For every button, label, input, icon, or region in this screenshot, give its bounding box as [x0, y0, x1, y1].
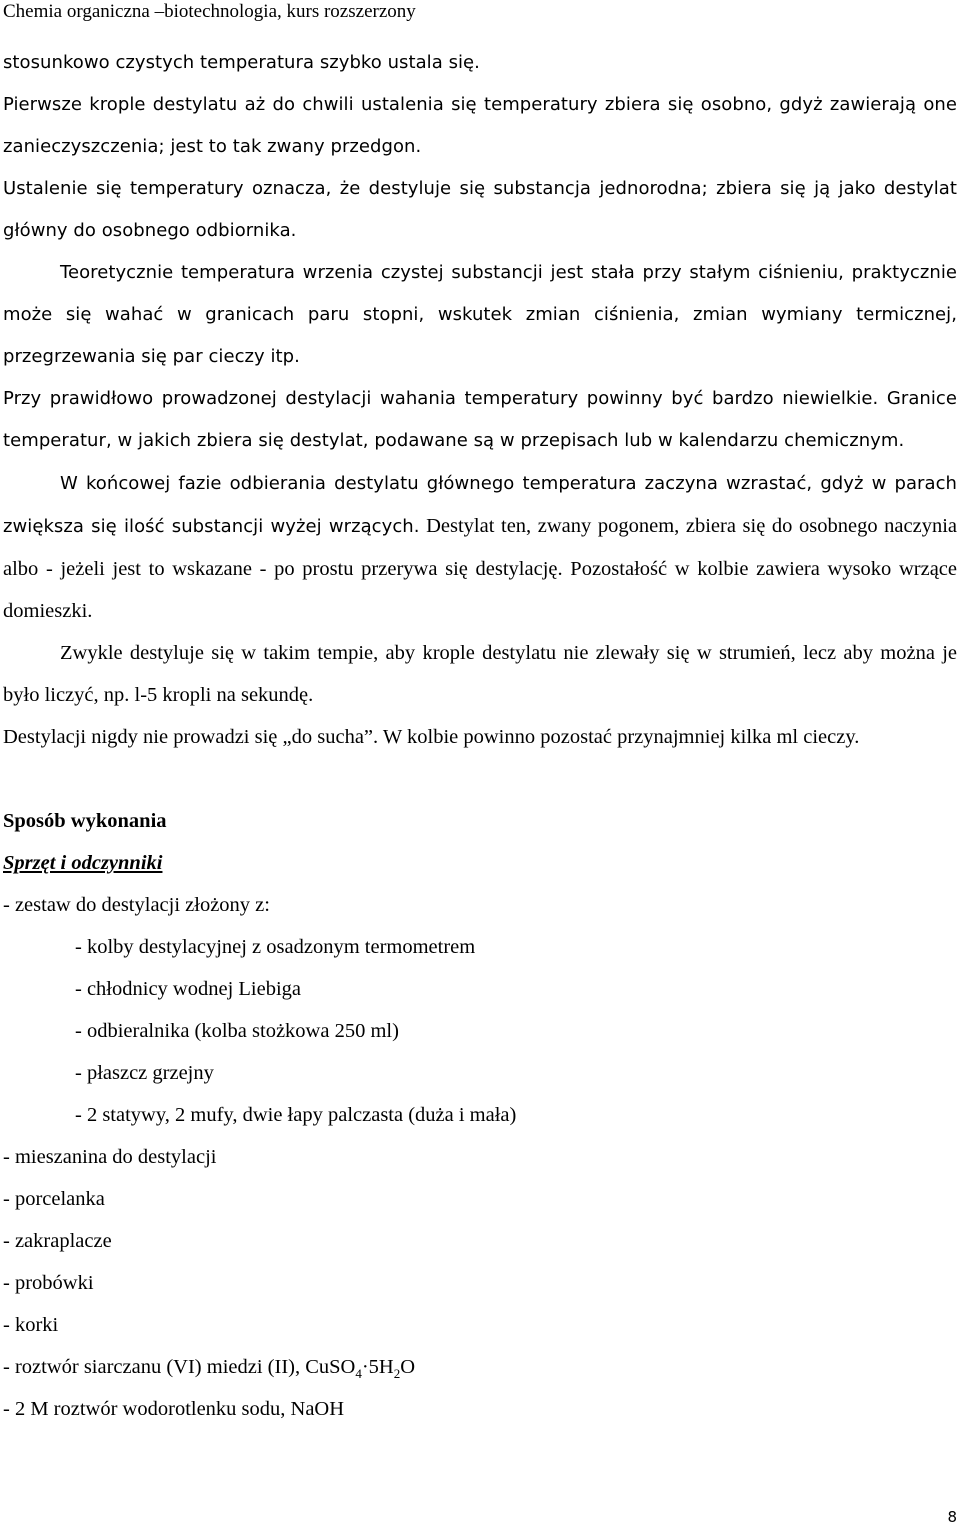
paragraph-przedgon: Pierwsze krople destylatu aż do chwili ustalenia się temperatury zbiera się osobno, gdyż zawierają one zanieczyszczenia; jest to tak zwany przedgon.	[3, 94, 957, 157]
page-header: Chemia organiczna –biotechnologia, kurs rozszerzony	[3, 1, 416, 22]
list-subitem: - chłodnicy wodnej Liebiga	[75, 978, 302, 1000]
final-phase-sentence-3: Pozostałość w kolbie zawiera wysoko wrzące domieszki.	[3, 558, 957, 622]
list-subitem: - odbieralnika (kolba stożkowa 250 ml)	[75, 1020, 399, 1042]
paragraph-not-to-dryness: Destylacji nigdy nie prowadzi się „do sucha”. W kolbie powinno pozostać przynajmniej kilka ml cieczy.	[3, 726, 860, 748]
final-phase-sentence-1: W końcowej fazie odbierania destylatu głównego temperatura zaczyna wzrastać, gdyż w parach zwiększa się ilość substancji wyżej wrzących.	[3, 473, 957, 537]
paragraph-final-phase	[3, 462, 957, 632]
paragraph-boiling-point: Teoretycznie temperatura wrzenia czystej substancji jest stała przy stałym ciśnieniu, praktycznie może się wahać w granicach paru stopni, wskutek zmian ciśnienia, zmian wymiany termicznej, przegrzewania się par cieczy itp.	[3, 262, 957, 367]
list-item: - zakraplacze	[3, 1230, 112, 1252]
equipment-list	[3, 884, 957, 1430]
paragraph-distillation-rate: Zwykle destyluje się w takim tempie, aby krople destylatu nie zlewały się w strumień, lecz aby można je było liczyć, np. l-5 kropli na sekundę.	[3, 642, 957, 706]
list-item: - porcelanka	[3, 1188, 105, 1210]
final-phase-sentence-2: Destylat ten, zwany pogonem, zbiera się do osobnego naczynia albo - jeżeli jest to wskazane - po prostu przerywa się destylację.	[3, 515, 957, 580]
cuso4-subscript: 4	[355, 1366, 362, 1382]
list-item: - korki	[3, 1314, 59, 1336]
list-subitem: - płaszcz grzejny	[75, 1062, 214, 1084]
section-subheading: Sprzęt i odczynniki	[3, 852, 163, 874]
cuso4-text: - roztwór siarczanu (VI) miedzi (II), CuSO	[3, 1356, 356, 1378]
section-heading: Sposób wykonania	[3, 810, 167, 832]
paragraph-continuation: stosunkowo czystych temperatura szybko ustala się.	[3, 52, 480, 73]
water-subscript: 2	[393, 1366, 401, 1382]
list-item-distillation-set: - zestaw do destylacji złożony z:	[3, 894, 270, 916]
list-item: - mieszanina do destylacji	[3, 1146, 217, 1168]
list-subitem: - 2 statywy, 2 mufy, dwie łapy palczasta (duża i mała)	[75, 1104, 517, 1126]
document-body	[3, 42, 957, 1430]
page-number: 8	[947, 1508, 957, 1526]
paragraph-distillate-main: Ustalenie się temperatury oznacza, że destyluje się substancja jednorodna; zbiera się ją jako destylat główny do osobnego odbiornika.	[3, 178, 957, 241]
water-oxygen: O	[400, 1356, 416, 1378]
list-item-sodium-hydroxide: - 2 M roztwór wodorotlenku sodu, NaOH	[3, 1398, 345, 1420]
paragraph-temperature-range: Przy prawidłowo prowadzonej destylacji wahania temperatury powinny być bardzo niewielkie. Granice temperatur, w jakich zbiera się destylat, podawane są w przepisach lub w kalendarzu chemicznym.	[3, 388, 957, 451]
list-item-copper-sulfate	[3, 1346, 957, 1388]
cuso4-hydrate: ·5H	[361, 1356, 394, 1378]
section-spacer	[3, 758, 957, 800]
list-subitem: - kolby destylacyjnej z osadzonym termometrem	[75, 936, 476, 958]
list-item: - probówki	[3, 1272, 94, 1294]
